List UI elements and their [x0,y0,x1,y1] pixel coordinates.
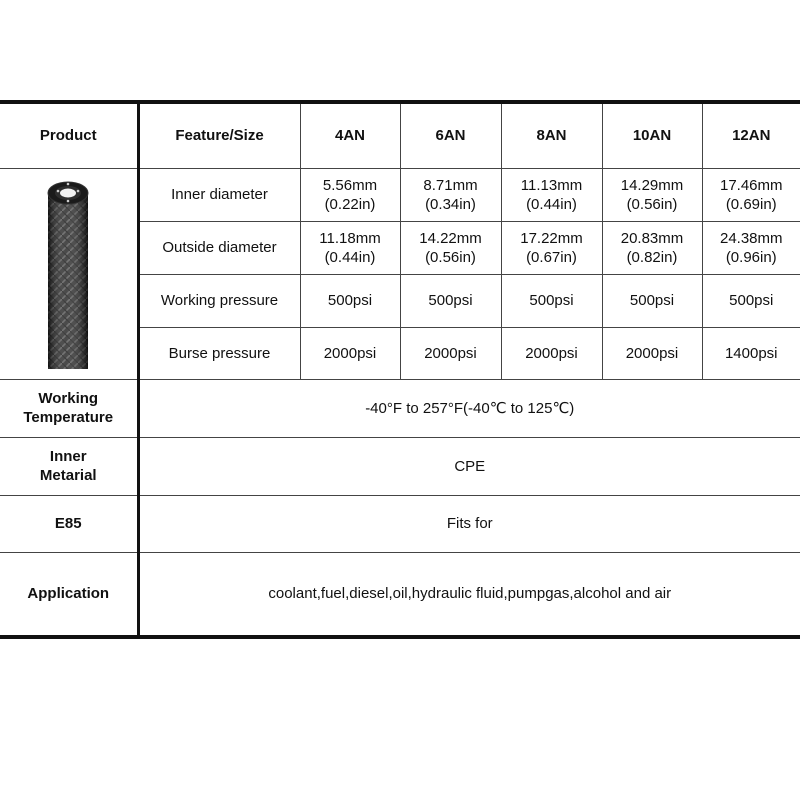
table-cell: 500psi [400,274,501,327]
row-label-working-temperature: Working Temperature [0,379,138,437]
product-image-cell [0,168,138,379]
table-cell: 17.22mm (0.67in) [501,221,602,274]
table-cell: 1400psi [702,327,800,379]
table-cell: 11.13mm (0.44in) [501,168,602,221]
product-header: Product [0,102,138,168]
working-temperature-value: -40°F to 257°F(-40℃ to 125℃) [138,379,800,437]
inner-material-value: CPE [138,437,800,495]
table-cell: 20.83mm (0.82in) [602,221,702,274]
table-cell: 2000psi [400,327,501,379]
row-label-inner-diameter: Inner diameter [138,168,300,221]
e85-value: Fits for [138,495,800,552]
table-cell: 5.56mm (0.22in) [300,168,400,221]
feature-size-header: Feature/Size [138,102,300,168]
table-row [0,379,800,437]
header-row [0,102,800,168]
size-header-6an: 6AN [400,102,501,168]
table-cell: 11.18mm (0.44in) [300,221,400,274]
row-label-burse-pressure: Burse pressure [138,327,300,379]
table-cell: 500psi [501,274,602,327]
table-cell: 14.22mm (0.56in) [400,221,501,274]
hose-spec-table [0,100,800,639]
table-cell: 14.29mm (0.56in) [602,168,702,221]
table-cell: 17.46mm (0.69in) [702,168,800,221]
row-label-application: Application [0,552,138,637]
table-row [0,552,800,637]
table-cell: 500psi [300,274,400,327]
table-cell: 2000psi [300,327,400,379]
table-cell: 500psi [702,274,800,327]
table-row [0,168,800,221]
size-header-4an: 4AN [300,102,400,168]
table-cell: 500psi [602,274,702,327]
table-cell: 2000psi [602,327,702,379]
braided-hose-image [38,179,98,369]
size-header-10an: 10AN [602,102,702,168]
table-cell: 8.71mm (0.34in) [400,168,501,221]
table-cell: 24.38mm (0.96in) [702,221,800,274]
application-value: coolant,fuel,diesel,oil,hydraulic fluid,pumpgas,alcohol and air [138,552,800,637]
row-label-inner-material: Inner Metarial [0,437,138,495]
row-label-e85: E85 [0,495,138,552]
row-label-working-pressure: Working pressure [138,274,300,327]
table-row [0,495,800,552]
table-cell: 2000psi [501,327,602,379]
row-label-outside-diameter: Outside diameter [138,221,300,274]
table-row [0,437,800,495]
size-header-8an: 8AN [501,102,602,168]
size-header-12an: 12AN [702,102,800,168]
